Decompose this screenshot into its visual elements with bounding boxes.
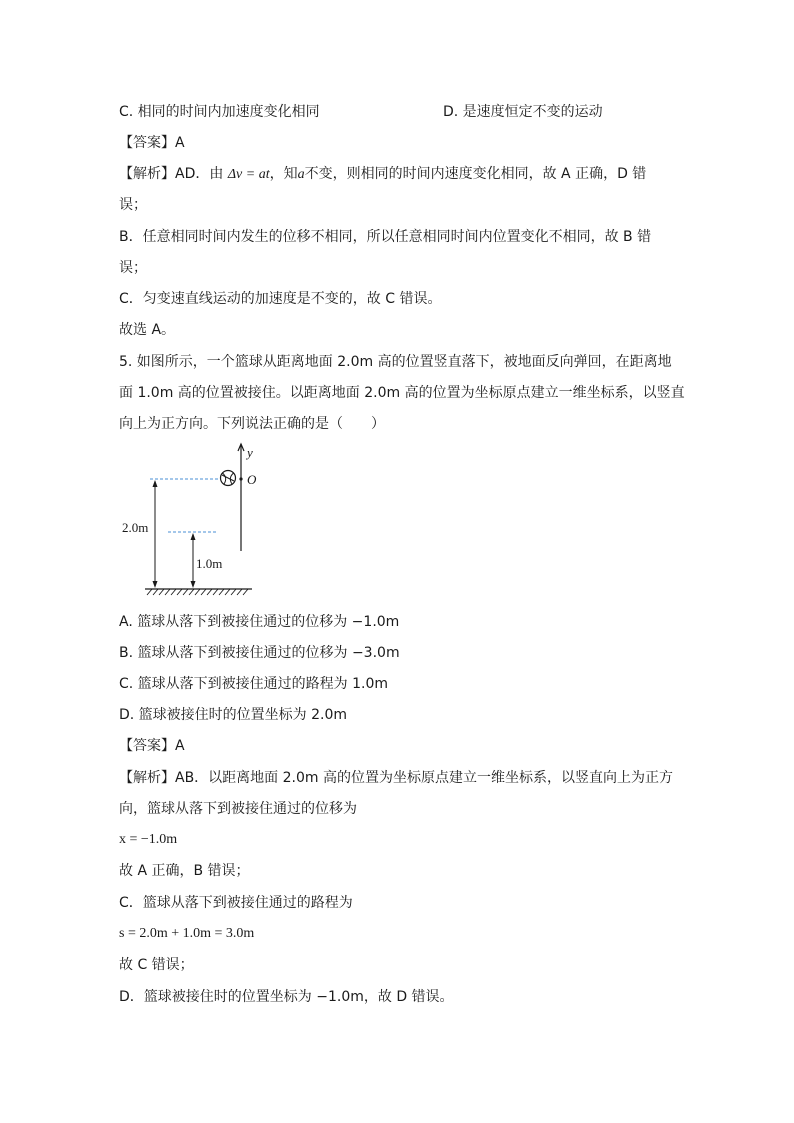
q5-stem-line1: 5. 如图所示，一个篮球从距离地面 2.0m 高的位置竖直落下，被地面反向弹回，在距离地 — [119, 354, 672, 370]
q4-formula: Δv = at — [227, 167, 270, 182]
q4-option-c: C. 相同的时间内加速度变化相同 — [119, 104, 320, 120]
q5-analysis-line5: C．篮球从落下到被接住通过的路程为 — [119, 895, 353, 911]
q4-answer-value: A — [175, 135, 185, 151]
q5-stem-line3: 向上为正方向。下列说法正确的是（ ） — [119, 416, 385, 432]
q5-answer-label: 【答案】 — [119, 738, 175, 754]
q4-analysis-line5: C．匀变速直线运动的加速度是不变的，故 C 错误。 — [119, 291, 442, 307]
arrow-up-icon — [191, 533, 196, 540]
q4-analysis-text: ，知 — [269, 166, 298, 182]
q5-displacement-formula: x = −1.0m — [119, 832, 178, 847]
q4-analysis-text: AD．由 — [175, 166, 224, 182]
y-axis-label: y — [247, 445, 253, 460]
q5-answer-value: A — [175, 738, 185, 754]
q5-option-a: A. 篮球从落下到被接住通过的位移为 −1.0m — [119, 614, 400, 630]
q5-option-d: D. 篮球被接住时的位置坐标为 2.0m — [119, 707, 348, 723]
q5-stem-line2: 面 1.0m 高的位置被接住。以距离地面 2.0m 高的位置为坐标原点建立一维坐标系，以竖直 — [119, 385, 685, 401]
q5-analysis-line7: 故 C 错误； — [119, 957, 194, 973]
q5-analysis-line8: D．篮球被接住时的位置坐标为 −1.0m，故 D 错误。 — [119, 989, 454, 1005]
height-2m-label: 2.0m — [122, 520, 149, 535]
arrow-up-icon — [153, 480, 158, 487]
q5-analysis-line2: 向，篮球从落下到被接住通过的位移为 — [119, 801, 357, 817]
basketball-icon — [221, 471, 236, 486]
q5-distance-formula: s = 2.0m + 1.0m = 3.0m — [119, 926, 255, 941]
q4-variable-a: a — [297, 167, 305, 182]
q5-option-b: B. 篮球从落下到被接住通过的位移为 −3.0m — [119, 645, 400, 661]
origin-point — [239, 477, 242, 480]
q4-analysis-line4: 误； — [119, 260, 147, 276]
arrow-down-icon — [191, 581, 196, 588]
q5-answer — [119, 736, 185, 756]
origin-label: O — [247, 472, 257, 487]
q4-analysis-line2: 误； — [119, 197, 147, 213]
ground-hatching — [147, 589, 248, 595]
q4-option-d: D. 是速度恒定不变的运动 — [443, 104, 603, 120]
q5-analysis-text: AB．以距离地面 2.0m 高的位置为坐标原点建立一维坐标系，以竖直向上为正方 — [175, 770, 673, 786]
q4-analysis-line1 — [119, 164, 646, 185]
q4-analysis-line6: 故选 A。 — [119, 322, 176, 338]
q4-analysis-label: 【解析】 — [119, 166, 175, 182]
q5-analysis-line1 — [119, 768, 673, 788]
q5-option-c: C. 篮球从落下到被接住通过的路程为 1.0m — [119, 676, 389, 692]
q5-analysis-line4: 故 A 正确，B 错误； — [119, 863, 250, 879]
q4-answer-label: 【答案】 — [119, 135, 175, 151]
arrow-down-icon — [153, 581, 158, 588]
q4-answer — [119, 133, 185, 153]
height-1m-label: 1.0m — [196, 556, 223, 571]
basketball-diagram — [122, 441, 270, 601]
q5-analysis-label: 【解析】 — [119, 770, 175, 786]
q4-analysis-line3: B．任意相同时间内发生的位移不相同，所以任意相同时间内位置变化不相同，故 B 错 — [119, 229, 652, 245]
q4-analysis-text: 不变，则相同的时间内速度变化相同，故 A 正确，D 错 — [304, 166, 647, 182]
